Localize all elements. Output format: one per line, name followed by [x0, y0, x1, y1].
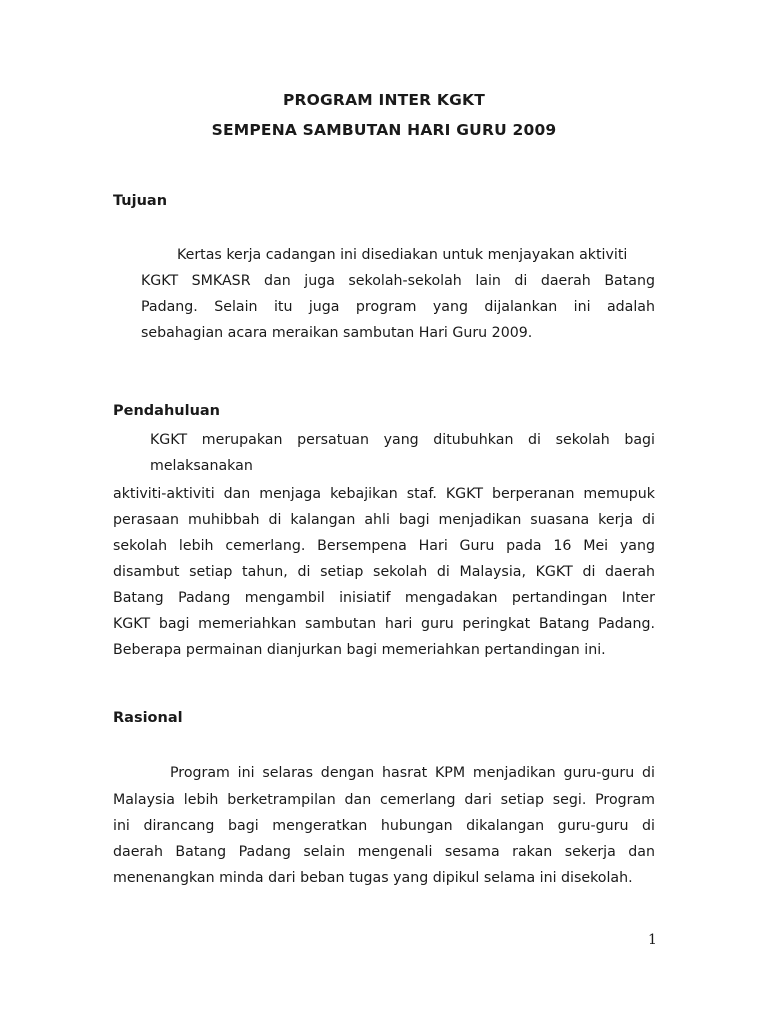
paragraph-line: daerah Batang Padang selain mengenali sesama rakan sekerja dan [113, 844, 655, 860]
section-heading-pendahuluan: Pendahuluan [113, 403, 220, 419]
section-heading-rasional: Rasional [113, 710, 183, 726]
paragraph-line: melaksanakan [150, 458, 253, 474]
paragraph-line: aktiviti-aktiviti dan menjaga kebajikan staf. KGKT berperanan memupuk [113, 486, 655, 502]
paragraph-line: menenangkan minda dari beban tugas yang dipikul selama ini disekolah. [113, 870, 633, 886]
paragraph-line: Malaysia lebih berketrampilan dan cemerlang dari setiap segi. Program [113, 792, 655, 808]
paragraph-line: Padang. Selain itu juga program yang dijalankan ini adalah [141, 299, 655, 315]
document-title: PROGRAM INTER KGKT [282, 91, 486, 109]
paragraph-line: KGKT bagi memeriahkan sambutan hari guru peringkat Batang Padang. [113, 616, 655, 632]
paragraph-line: perasaan muhibbah di kalangan ahli bagi menjadikan suasana kerja di [113, 512, 655, 528]
paragraph-line: sekolah lebih cemerlang. Bersempena Hari Guru pada 16 Mei yang [113, 538, 655, 554]
paragraph-line: ini dirancang bagi mengeratkan hubungan dikalangan guru-guru di [113, 818, 655, 834]
page-number: 1 [648, 932, 657, 948]
paragraph-line: Program ini selaras dengan hasrat KPM menjadikan guru-guru di [170, 765, 655, 781]
paragraph-line: sebahagian acara meraikan sambutan Hari Guru 2009. [141, 325, 533, 341]
paragraph-line: Beberapa permainan dianjurkan bagi memeriahkan pertandingan ini. [113, 642, 606, 658]
paragraph-line: Kertas kerja cadangan ini disediakan untuk menjayakan aktiviti [177, 247, 628, 263]
paragraph-line: KGKT merupakan persatuan yang ditubuhkan di sekolah bagi [150, 432, 655, 448]
document-subtitle: SEMPENA SAMBUTAN HARI GURU 2009 [211, 121, 557, 139]
paragraph-line: Batang Padang mengambil inisiatif mengadakan pertandingan Inter [113, 590, 655, 606]
section-heading-tujuan: Tujuan [113, 193, 168, 209]
paragraph-line: disambut setiap tahun, di setiap sekolah di Malaysia, KGKT di daerah [113, 564, 655, 580]
paragraph-line: KGKT SMKASR dan juga sekolah-sekolah lain di daerah Batang [141, 273, 655, 289]
